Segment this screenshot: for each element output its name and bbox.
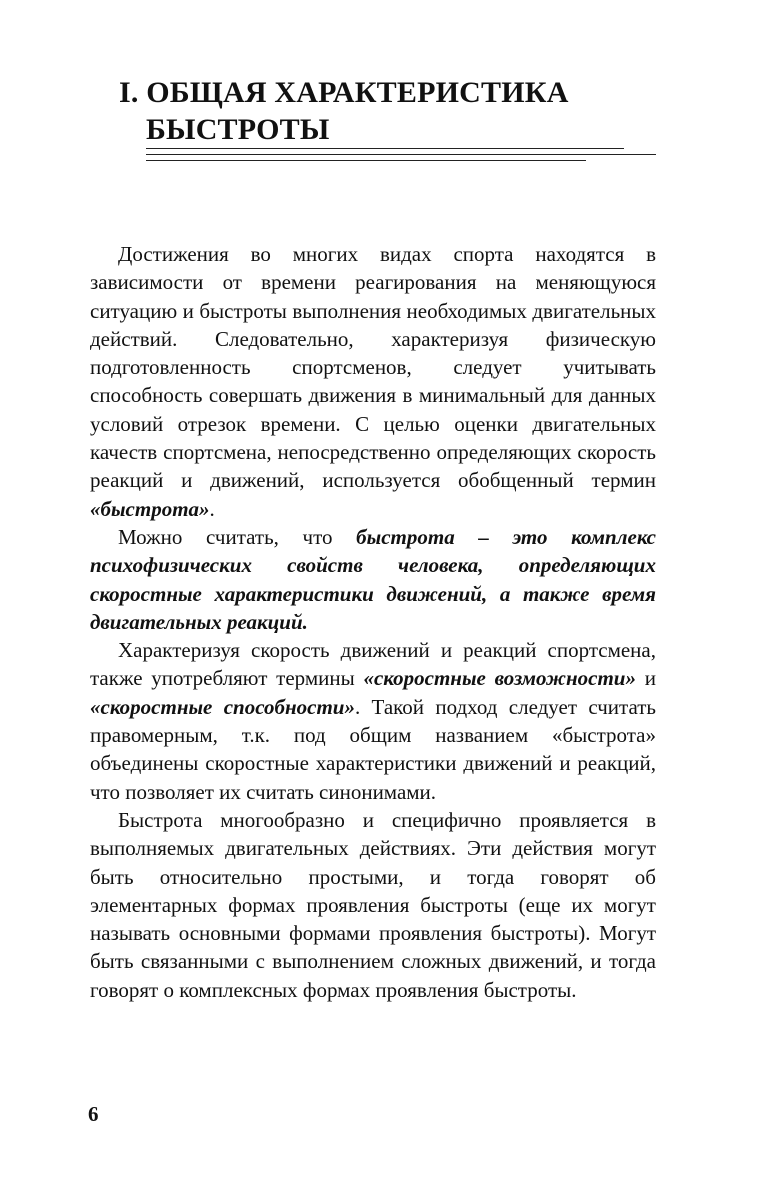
chapter-title-line-1: I. ОБЩАЯ ХАРАКТЕРИСТИКА <box>119 76 569 109</box>
body-text <box>90 240 656 1004</box>
title-rule-middle <box>146 154 656 155</box>
term-bystrota: «быстрота» <box>90 496 210 521</box>
chapter-title <box>119 74 679 148</box>
term-speed-abilities: «скоростные способности» <box>90 694 355 719</box>
page-number: 6 <box>88 1102 99 1126</box>
term-speed-possibilities: «скоростные возможности» <box>363 666 636 691</box>
title-rule-top <box>146 148 624 149</box>
paragraph-4: Быстрота многообразно и специфично проявляется в выполняемых двигательных действиях. Эти действия могут быть относительно простыми, и тогда говорят об элементарных формах проявления быстроты (еще их могут называть основными формами проявления быстроты). Могут быть связанными с выполнением сложных движений, и тогда говорят о комплексных формах проявления быстроты. <box>90 807 656 1002</box>
definition-bystrota: быстрота – это комплекс психофизических свойств человека, определяющих скоростные характеристики движений, а также время двигательных реакций. <box>90 524 656 634</box>
chapter-title-line-2: БЫСТРОТЫ <box>146 113 330 146</box>
paragraph-3: Характеризуя скорость движений и реакций спортсмена, также употребляют термины «скоростные возможности» и «скоростные способности». Такой подход следует считать правомерным, т.к. под общим названием «быстрота» объединены скоростные характеристики движений и реакций, что позволяет их считать синонимами. <box>90 638 657 804</box>
title-rule-bottom <box>146 160 586 161</box>
paragraph-1: Достижения во многих видах спорта находятся в зависимости от времени реагирования на меняющуюся ситуацию и быстроты выполнения необходимых двигательных действий. Следовательно, характеризуя физическую подготовленность спортсменов, следует учитывать способность совершать движения в минимальный для данных условий отрезок времени. С целью оценки двигательных качеств спортсмена, непосредственно определяющих скорость реакций и движений, используется обобщенный термин «быстрота». <box>90 242 656 521</box>
paragraph-2: Можно считать, что быстрота – это комплекс психофизических свойств человека, определяющих скоростные характеристики движений, а также время двигательных реакций. <box>90 524 656 634</box>
